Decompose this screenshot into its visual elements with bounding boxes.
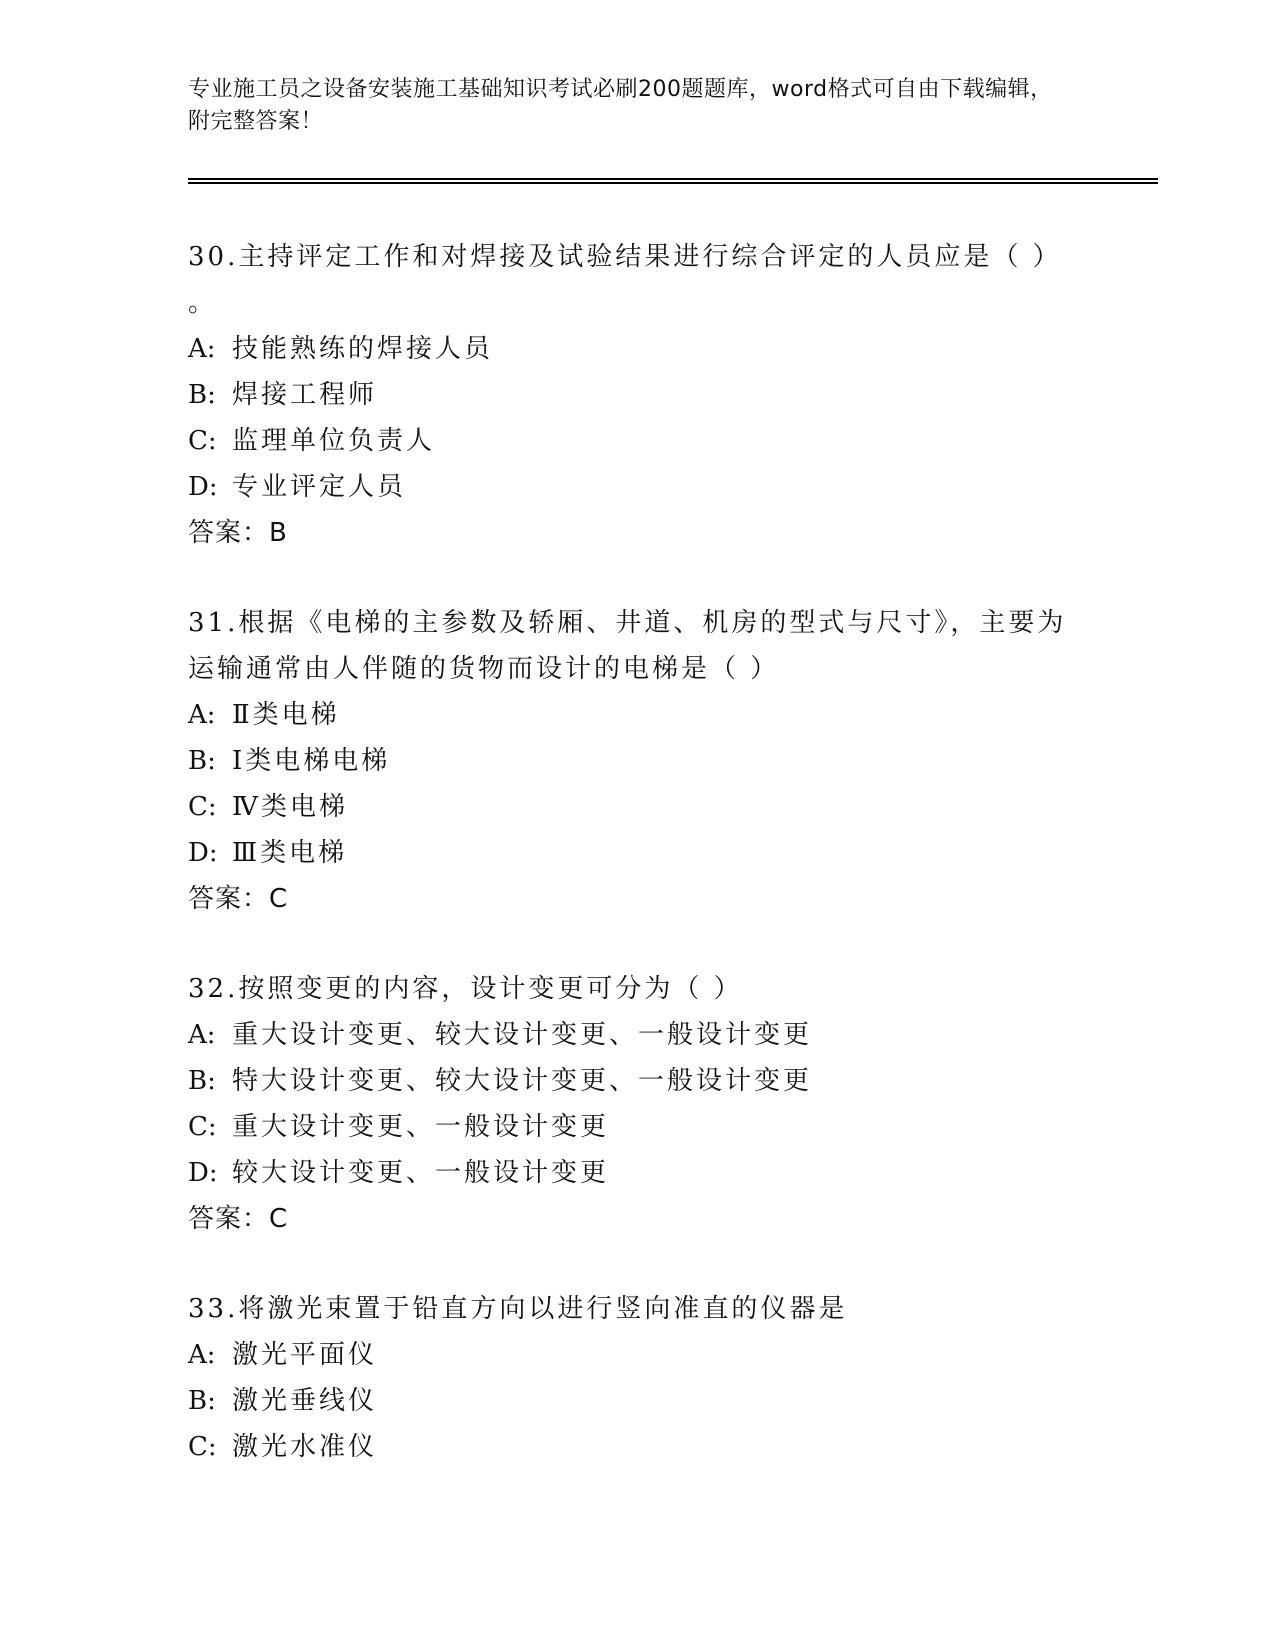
option-letter: C:	[188, 1432, 217, 1462]
option-text: 激光平面仪	[232, 1340, 378, 1370]
question-33	[188, 1286, 1108, 1470]
option-text: Ⅰ类电梯电梯	[232, 746, 391, 776]
option-letter: A:	[188, 700, 216, 730]
question-stem-line: 31.根据《电梯的主参数及轿厢、井道、机房的型式与尺寸》，主要为	[188, 608, 1067, 638]
option-text: 较大设计变更、一般设计变更	[232, 1158, 610, 1188]
option-letter: D:	[188, 1158, 218, 1188]
option-d	[188, 830, 1108, 876]
option-text: 重大设计变更、一般设计变更	[232, 1112, 610, 1142]
option-letter: B:	[188, 746, 216, 776]
option-letter: B:	[188, 380, 216, 410]
option-c	[188, 784, 1108, 830]
option-c	[188, 418, 1108, 464]
option-text: Ⅲ类电梯	[232, 838, 348, 868]
option-d	[188, 464, 1108, 510]
option-a	[188, 326, 1108, 372]
question-stem-line: 运输通常由人伴随的货物而设计的电梯是（ ）	[188, 654, 780, 684]
option-letter: C:	[188, 792, 217, 822]
document-header: 专业施工员之设备安装施工基础知识考试必刷200题题库，word格式可自由下载编辑，附完整答案！	[188, 77, 1053, 134]
option-d	[188, 1150, 1108, 1196]
option-text: Ⅳ类电梯	[232, 792, 348, 822]
option-a	[188, 1012, 1108, 1058]
option-text: 重大设计变更、较大设计变更、一般设计变更	[232, 1020, 813, 1050]
option-c	[188, 1424, 1108, 1470]
option-a	[188, 692, 1108, 738]
question-stem-line: 33.将激光束置于铅直方向以进行竖向准直的仪器是	[188, 1294, 848, 1324]
header-divider-bottom	[188, 182, 1158, 184]
option-letter: B:	[188, 1066, 216, 1096]
answer-line: 答案：C	[188, 884, 289, 914]
option-text: 激光水准仪	[232, 1432, 378, 1462]
option-b	[188, 1058, 1108, 1104]
option-text: 焊接工程师	[232, 380, 378, 410]
question-30	[188, 234, 1108, 556]
question-32	[188, 966, 1108, 1242]
question-stem-line: 30.主持评定工作和对焊接及试验结果进行综合评定的人员应是（ ）	[188, 242, 1062, 272]
option-c	[188, 1104, 1108, 1150]
option-text: 专业评定人员	[232, 472, 407, 502]
header-divider-top	[188, 178, 1158, 180]
option-text: 特大设计变更、较大设计变更、一般设计变更	[232, 1066, 813, 1096]
question-stem-line: 。	[188, 288, 218, 318]
option-letter: A:	[188, 334, 216, 364]
option-letter: D:	[188, 838, 218, 868]
option-text: 技能熟练的焊接人员	[232, 334, 494, 364]
answer-line: 答案：C	[188, 1204, 289, 1234]
option-text: Ⅱ类电梯	[232, 700, 340, 730]
option-text: 监理单位负责人	[232, 426, 436, 456]
option-a	[188, 1332, 1108, 1378]
option-letter: A:	[188, 1020, 216, 1050]
option-b	[188, 1378, 1108, 1424]
option-b	[188, 372, 1108, 418]
option-letter: C:	[188, 1112, 217, 1142]
option-b	[188, 738, 1108, 784]
question-stem-line: 32.按照变更的内容，设计变更可分为（ ）	[188, 974, 743, 1004]
option-text: 激光垂线仪	[232, 1386, 378, 1416]
option-letter: A:	[188, 1340, 216, 1370]
option-letter: C:	[188, 426, 217, 456]
option-letter: B:	[188, 1386, 216, 1416]
question-31	[188, 600, 1108, 922]
answer-line: 答案：B	[188, 518, 288, 548]
option-letter: D:	[188, 472, 218, 502]
